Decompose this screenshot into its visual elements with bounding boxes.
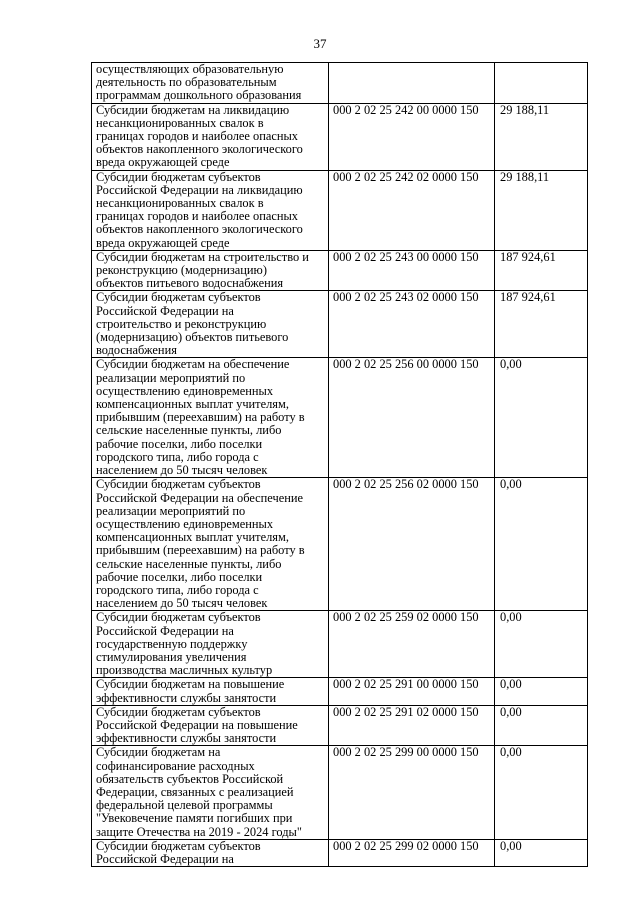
row-name-line: Российской Федерации на ликвидацию: [96, 182, 303, 197]
row-name-line: реализации мероприятий по: [96, 503, 246, 518]
page-number: 37: [313, 36, 327, 51]
row-name-line: Субсидии бюджетам субъектов: [96, 839, 261, 853]
table-row: [92, 611, 588, 678]
row-name-line: "Увековечение памяти погибших при: [96, 811, 293, 826]
table-row: [92, 250, 588, 291]
row-name-line: (модернизацию) объектов питьевого: [96, 330, 289, 345]
row-name-line: прибывшим (переехавшим) на работу в: [96, 410, 305, 425]
row-name-line: обязательств субъектов Российской: [96, 771, 284, 786]
row-name-cell: [92, 478, 329, 611]
row-name-line: Субсидии бюджетам субъектов: [96, 170, 261, 184]
row-amount-cell: 0,00: [495, 746, 588, 839]
row-amount-cell: 187 924,61: [495, 250, 588, 291]
table-row: [92, 358, 588, 478]
row-code-cell: 000 2 02 25 243 00 0000 150: [329, 250, 495, 291]
row-name-line: компенсационных выплат учителям,: [96, 530, 289, 545]
table-row: [92, 746, 588, 839]
row-name-line: эффективности службы занятости: [96, 731, 277, 746]
row-name-line: Российской Федерации на: [96, 623, 234, 638]
row-name-cell: [92, 839, 329, 866]
row-name-line: объектов накопленного экологического: [96, 142, 303, 157]
row-amount-cell: 29 188,11: [495, 170, 588, 250]
row-code-cell: 000 2 02 25 256 00 0000 150: [329, 358, 495, 478]
row-name-line: производства масличных культур: [96, 663, 273, 678]
table-row: [92, 478, 588, 611]
row-name-line: Субсидии бюджетам на: [96, 745, 221, 760]
row-name-line: населением до 50 тысяч человек: [96, 596, 268, 611]
row-name-cell: [92, 63, 329, 104]
row-name-cell: [92, 611, 329, 678]
row-amount-cell: 29 188,11: [495, 103, 588, 170]
row-name-line: несанкционированных свалок в: [96, 196, 264, 211]
row-name-line: осуществлению единовременных: [96, 383, 274, 398]
row-name-line: Субсидии бюджетам на обеспечение: [96, 357, 290, 372]
row-name-line: реализации мероприятий по: [96, 370, 246, 385]
row-name-line: софинансирование расходных: [96, 758, 255, 773]
row-code-cell: 000 2 02 25 291 00 0000 150: [329, 678, 495, 705]
row-name-line: Субсидии бюджетам на повышение: [96, 677, 285, 692]
row-amount-cell: 0,00: [495, 839, 588, 866]
row-code-cell: [329, 63, 495, 104]
row-code-cell: 000 2 02 25 242 02 0000 150: [329, 170, 495, 250]
row-name-line: федеральной целевой программы: [96, 798, 273, 813]
row-name-line: Российской Федерации на обеспечение: [96, 490, 303, 505]
row-name-cell: [92, 170, 329, 250]
row-name-line: сельские населенные пункты, либо: [96, 556, 282, 571]
budget-table: [91, 62, 588, 867]
row-name-line: рабочие поселки, либо поселки: [96, 436, 263, 451]
row-name-line: осуществлению единовременных: [96, 516, 274, 531]
row-name-line: компенсационных выплат учителям,: [96, 397, 289, 412]
table-row: [92, 63, 588, 104]
row-name-line: программам дошкольного образования: [96, 88, 302, 103]
row-name-line: границах городов и наиболее опасных: [96, 129, 298, 144]
row-name-line: эффективности службы занятости: [96, 690, 277, 705]
row-name-line: границах городов и наиболее опасных: [96, 209, 298, 224]
row-name-line: объектов накопленного экологического: [96, 222, 303, 237]
table-row: [92, 103, 588, 170]
row-name-cell: [92, 358, 329, 478]
row-amount-cell: 0,00: [495, 678, 588, 705]
table-row: [92, 291, 588, 358]
table-row: [92, 705, 588, 746]
row-name-line: Субсидии бюджетам на ликвидацию: [96, 103, 290, 117]
row-name-line: городского типа, либо города с: [96, 582, 259, 597]
table-row: [92, 170, 588, 250]
row-name-line: Российской Федерации на: [96, 851, 234, 866]
row-name-line: реконструкцию (модернизацию): [96, 263, 267, 278]
row-amount-cell: 0,00: [495, 358, 588, 478]
row-name-line: стимулирования увеличения: [96, 649, 247, 664]
row-name-cell: [92, 103, 329, 170]
row-name-line: осуществляющих образовательную: [96, 62, 284, 76]
row-code-cell: 000 2 02 25 291 02 0000 150: [329, 705, 495, 746]
row-name-line: водоснабжения: [96, 343, 177, 358]
row-name-line: защите Отечества на 2019 - 2024 годы": [96, 824, 302, 839]
row-name-cell: [92, 705, 329, 746]
row-name-line: строительство и реконструкцию: [96, 316, 267, 331]
row-name-line: городского типа, либо города с: [96, 449, 259, 464]
row-name-line: прибывшим (переехавшим) на работу в: [96, 543, 305, 558]
row-name-cell: [92, 291, 329, 358]
row-name-line: несанкционированных свалок в: [96, 115, 264, 130]
row-name-line: государственную поддержку: [96, 636, 248, 651]
row-name-line: объектов питьевого водоснабжения: [96, 276, 284, 291]
row-name-line: Субсидии бюджетам субъектов: [96, 477, 261, 492]
row-name-line: населением до 50 тысяч человек: [96, 463, 268, 478]
row-name-line: Субсидии бюджетам субъектов: [96, 290, 261, 305]
row-code-cell: 000 2 02 25 243 02 0000 150: [329, 291, 495, 358]
row-name-cell: [92, 746, 329, 839]
row-name-line: деятельность по образовательным: [96, 75, 277, 90]
row-code-cell: 000 2 02 25 256 02 0000 150: [329, 478, 495, 611]
table-body: [92, 63, 588, 867]
row-code-cell: 000 2 02 25 259 02 0000 150: [329, 611, 495, 678]
row-amount-cell: [495, 63, 588, 104]
table-row: [92, 678, 588, 705]
row-name-cell: [92, 678, 329, 705]
row-name-line: Субсидии бюджетам на строительство и: [96, 250, 309, 264]
row-name-line: Федерации, связанных с реализацией: [96, 784, 294, 799]
row-amount-cell: 0,00: [495, 478, 588, 611]
table-row: [92, 839, 588, 866]
row-name-cell: [92, 250, 329, 291]
row-name-line: Российской Федерации на повышение: [96, 717, 298, 732]
row-name-line: вреда окружающей среде: [96, 155, 230, 170]
row-code-cell: 000 2 02 25 242 00 0000 150: [329, 103, 495, 170]
row-code-cell: 000 2 02 25 299 02 0000 150: [329, 839, 495, 866]
row-amount-cell: 187 924,61: [495, 291, 588, 358]
row-name-line: рабочие поселки, либо поселки: [96, 569, 263, 584]
row-name-line: Субсидии бюджетам субъектов: [96, 705, 261, 719]
row-name-line: Российской Федерации на: [96, 303, 234, 318]
row-code-cell: 000 2 02 25 299 00 0000 150: [329, 746, 495, 839]
row-name-line: сельские населенные пункты, либо: [96, 423, 282, 438]
row-amount-cell: 0,00: [495, 705, 588, 746]
row-amount-cell: 0,00: [495, 611, 588, 678]
row-name-line: вреда окружающей среде: [96, 235, 230, 250]
row-name-line: Субсидии бюджетам субъектов: [96, 610, 261, 625]
